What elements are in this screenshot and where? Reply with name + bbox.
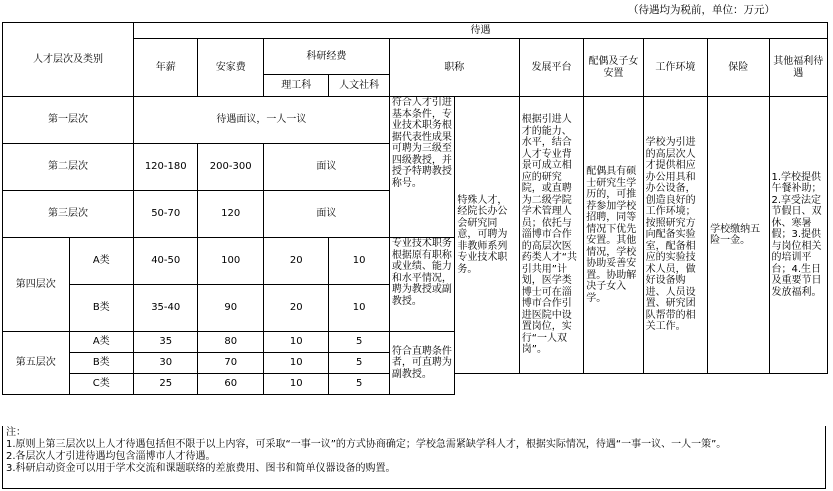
header-welfare: 其他福利待遇 [769, 39, 828, 97]
level4-a-science: 20 [263, 238, 329, 285]
level4-b-science: 20 [263, 285, 329, 332]
level5-b-settlement: 70 [198, 353, 264, 374]
level1-name: 第一层次 [3, 97, 134, 144]
header-settlement: 安家费 [198, 39, 264, 97]
level5-c-settlement: 60 [198, 374, 264, 395]
header-spouse: 配偶及子女安置 [584, 39, 643, 97]
level4-b-type: B类 [69, 285, 133, 332]
title-mid-text: 专业技术职务根据原有职称或业绩、能力和水平情况，聘为教授或副教授。 [389, 238, 455, 332]
level2-settlement: 200-300 [198, 144, 264, 191]
title-top-text: 符合人才引进基本条件，专业技术职务根据代表性成果可聘为三级至四级教授，并授予特聘教授称号。 [389, 97, 455, 238]
level5-c-salary: 25 [133, 374, 197, 395]
level4-b-humanities: 10 [329, 285, 389, 332]
level4-a-type: A类 [69, 238, 133, 285]
header-insurance: 保险 [708, 39, 769, 97]
header-title: 职称 [389, 39, 519, 97]
notes-heading: 注： [6, 427, 26, 438]
level5-b-humanities: 5 [329, 353, 389, 374]
level4-b-salary: 35-40 [133, 285, 197, 332]
level5-name: 第五层次 [3, 332, 70, 395]
level4-name: 第四层次 [3, 238, 70, 332]
note-1: 1.原则上第三层次以上人才待遇包括但不限于以上内容，可采取“一事一议”的方式协商确定；学校急需紧缺学科人才，根据实际情况，待遇“一事一议、一人一策”。 [6, 439, 727, 450]
header-humanities: 人文社科 [329, 75, 389, 97]
notes-section [2, 426, 826, 489]
table-caption: （待遇均为税前，单位：万元） [628, 4, 775, 16]
header-salary: 年薪 [133, 39, 197, 97]
talent-treatment-table [2, 22, 828, 395]
level5-c-science: 10 [263, 374, 329, 395]
level5-c-type: C类 [69, 374, 133, 395]
title-bottom-text: 符合直聘条件者，可直聘为副教授。 [389, 332, 455, 395]
level5-c-humanities: 5 [329, 374, 389, 395]
header-environment: 工作环境 [643, 39, 707, 97]
level4-b-settlement: 90 [198, 285, 264, 332]
note-3: 3.科研启动资金可以用于学术交流和课题联络的差旅费用、图书和简单仪器设备的购置。 [6, 463, 396, 474]
environment-text: 学校为引进的高层次人才提供相应办公用具和办公设备，创造良好的工作环境；按照研究方向配备实验室，配备相应的实验技术人员，做好设备购进、人员设置、研究团队帮带的相关工作。 [643, 97, 707, 374]
header-category: 人才层次及类别 [3, 23, 134, 97]
spouse-text: 配偶具有硕士研究生学历的，可推荐参加学校招聘，同等情况下优先安置。其他情况，学校协助妥善安置。协助解决子女入学。 [584, 97, 643, 374]
level3-settlement: 120 [198, 191, 264, 238]
level2-salary: 120-180 [133, 144, 197, 191]
header-treatment: 待遇 [133, 23, 827, 39]
level5-a-type: A类 [69, 332, 133, 353]
level2-research: 面议 [263, 144, 389, 191]
level5-a-humanities: 5 [329, 332, 389, 353]
note-2: 2.各层次人才引进待遇均包含淄博市人才待遇。 [6, 451, 216, 462]
level3-name: 第三层次 [3, 191, 134, 238]
level4-a-humanities: 10 [329, 238, 389, 285]
level5-b-type: B类 [69, 353, 133, 374]
level4-a-salary: 40-50 [133, 238, 197, 285]
platform-text: 根据引进人才的能力、水平，结合人才专业背景可成立相应的研究院，或直聘为二级学院学术管理人员；依托与淄博市合作的高层次医药类人才“共引共用”计划，医学类博士可在淄博市合作引进医院中设置岗位，实行“一人双岗”。 [519, 97, 583, 374]
header-research: 科研经费 [263, 39, 389, 75]
level2-name: 第二层次 [3, 144, 134, 191]
title-special-text: 特殊人才，经院长办公会研究同意，可聘为非教师系列专业技术职务。 [455, 97, 519, 374]
welfare-text: 1.学校提供午餐补助；2.享受法定节假日、双休、寒暑假；3.提供与岗位相关的培训平台；4.生日及重要节日发放福利。 [769, 97, 828, 374]
level5-b-science: 10 [263, 353, 329, 374]
level5-a-science: 10 [263, 332, 329, 353]
level3-research: 面议 [263, 191, 389, 238]
level3-salary: 50-70 [133, 191, 197, 238]
level5-b-salary: 30 [133, 353, 197, 374]
level4-a-settlement: 100 [198, 238, 264, 285]
level1-negotiation: 待遇面议，一人一议 [133, 97, 389, 144]
insurance-text: 学校缴纳五险一金。 [708, 97, 769, 374]
header-science: 理工科 [263, 75, 329, 97]
level5-a-settlement: 80 [198, 332, 264, 353]
header-platform: 发展平台 [519, 39, 583, 97]
level5-a-salary: 35 [133, 332, 197, 353]
